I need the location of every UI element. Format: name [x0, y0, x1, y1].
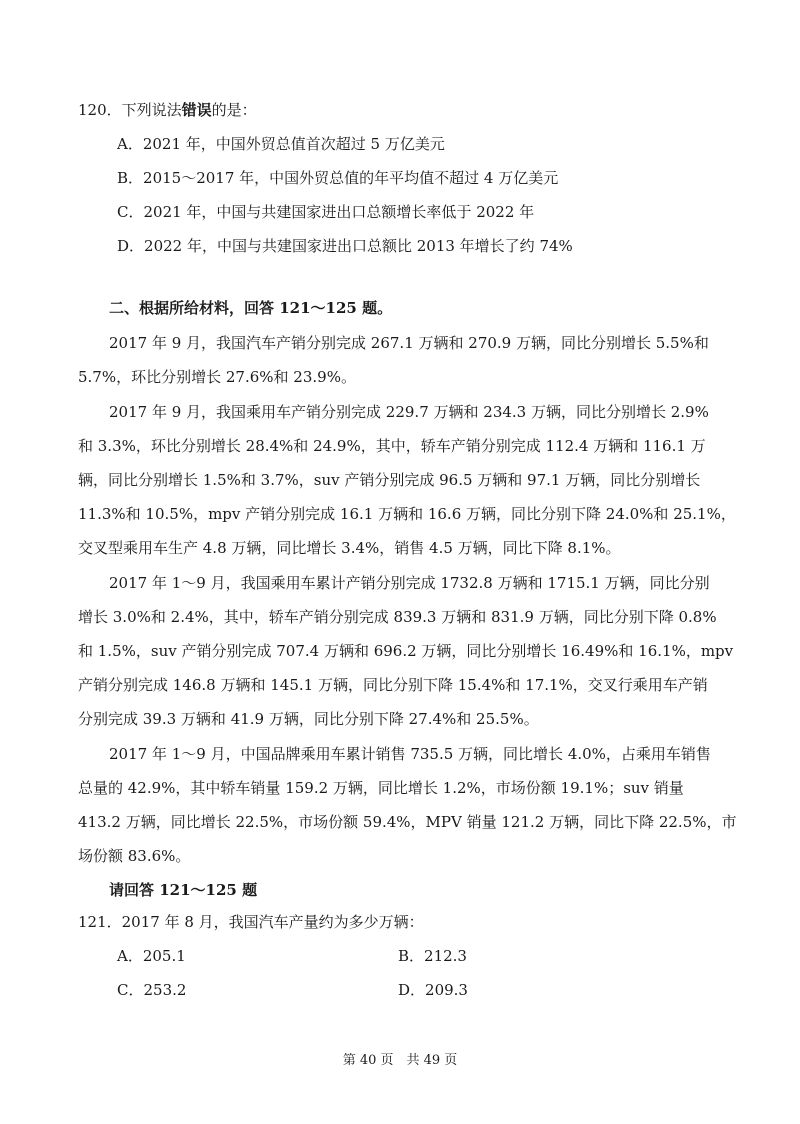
material-line: 2017 年 1～9 月，我国乘用车累计产销分别完成 1732.8 万辆和 1715.1 万辆，同比分别	[109, 574, 710, 592]
material-line: 和 1.5%，suv 产销分别完成 707.4 万辆和 696.2 万辆，同比分别增长 16.49%和 16.1%，mpv	[78, 642, 734, 660]
q121-option-c: C．253.2	[117, 981, 187, 999]
page-number: 第 40 页 共 49 页	[342, 1053, 458, 1068]
q120-option-c: C．2021 年，中国与共建国家进出口总额增长率低于 2022 年	[117, 203, 535, 221]
section-heading: 二、根据所给材料，回答 121～125 题。	[109, 299, 393, 317]
material-line: 交叉型乘用车生产 4.8 万辆，同比增长 3.4%，销售 4.5 万辆，同比下降 8.1%。	[78, 539, 621, 557]
material-line: 5.7%，环比分别增长 27.6%和 23.9%。	[78, 368, 356, 386]
q120-stem	[78, 100, 257, 120]
material-line: 增长 3.0%和 2.4%，其中，轿车产销分别完成 839.3 万辆和 831.9 万辆，同比分别下降 0.8%	[78, 608, 717, 626]
q121-option-b: B．212.3	[398, 947, 467, 965]
material-line: 产销分别完成 146.8 万辆和 145.1 万辆，同比分别下降 15.4%和 17.1%，交叉行乘用车产销	[78, 676, 708, 694]
q120-option-b: B．2015～2017 年，中国外贸总值的年平均值不超过 4 万亿美元	[117, 169, 559, 187]
q121-option-a: A．205.1	[117, 947, 186, 965]
material-line: 辆，同比分别增长 1.5%和 3.7%，suv 产销分别完成 96.5 万辆和 97.1 万辆，同比分别增长	[78, 471, 701, 489]
q120-stem-bold: 错误	[181, 101, 212, 119]
material-line: 413.2 万辆，同比增长 22.5%，市场份额 59.4%，MPV 销量 121.2 万辆，同比下降 22.5%，市	[78, 813, 737, 831]
q120-stem-suffix: 的是：	[211, 101, 257, 119]
material-line: 2017 年 9 月，我国乘用车产销分别完成 229.7 万辆和 234.3 万辆，同比分别增长 2.9%	[109, 403, 709, 421]
q120-option-d: D．2022 年，中国与共建国家进出口总额比 2013 年增长了约 74%	[117, 237, 573, 255]
q121-option-d: D．209.3	[398, 981, 468, 999]
material-line: 场份额 83.6%。	[78, 847, 191, 865]
material-line: 分别完成 39.3 万辆和 41.9 万辆，同比分别下降 27.4%和 25.5%。	[78, 710, 539, 728]
section-instruction: 请回答 121～125 题	[109, 881, 258, 899]
material-line: 2017 年 9 月，我国汽车产销分别完成 267.1 万辆和 270.9 万辆，同比分别增长 5.5%和	[109, 334, 709, 352]
q120-stem-prefix: 120．下列说法	[78, 101, 182, 119]
q121-stem: 121．2017 年 8 月，我国汽车产量约为多少万辆：	[78, 913, 424, 931]
q120-option-a: A．2021 年，中国外贸总值首次超过 5 万亿美元	[117, 135, 445, 153]
material-line: 总量的 42.9%，其中轿车销量 159.2 万辆，同比增长 1.2%，市场份额 19.1%；suv 销量	[78, 779, 684, 797]
material-line: 11.3%和 10.5%，mpv 产销分别完成 16.1 万辆和 16.6 万辆，同比分别下降 24.0%和 25.1%，	[78, 505, 736, 523]
material-line: 2017 年 1～9 月，中国品牌乘用车累计销售 735.5 万辆，同比增长 4.0%，占乘用车销售	[109, 745, 711, 763]
material-line: 和 3.3%，环比分别增长 28.4%和 24.9%，其中，轿车产销分别完成 112.4 万辆和 116.1 万	[78, 437, 706, 455]
